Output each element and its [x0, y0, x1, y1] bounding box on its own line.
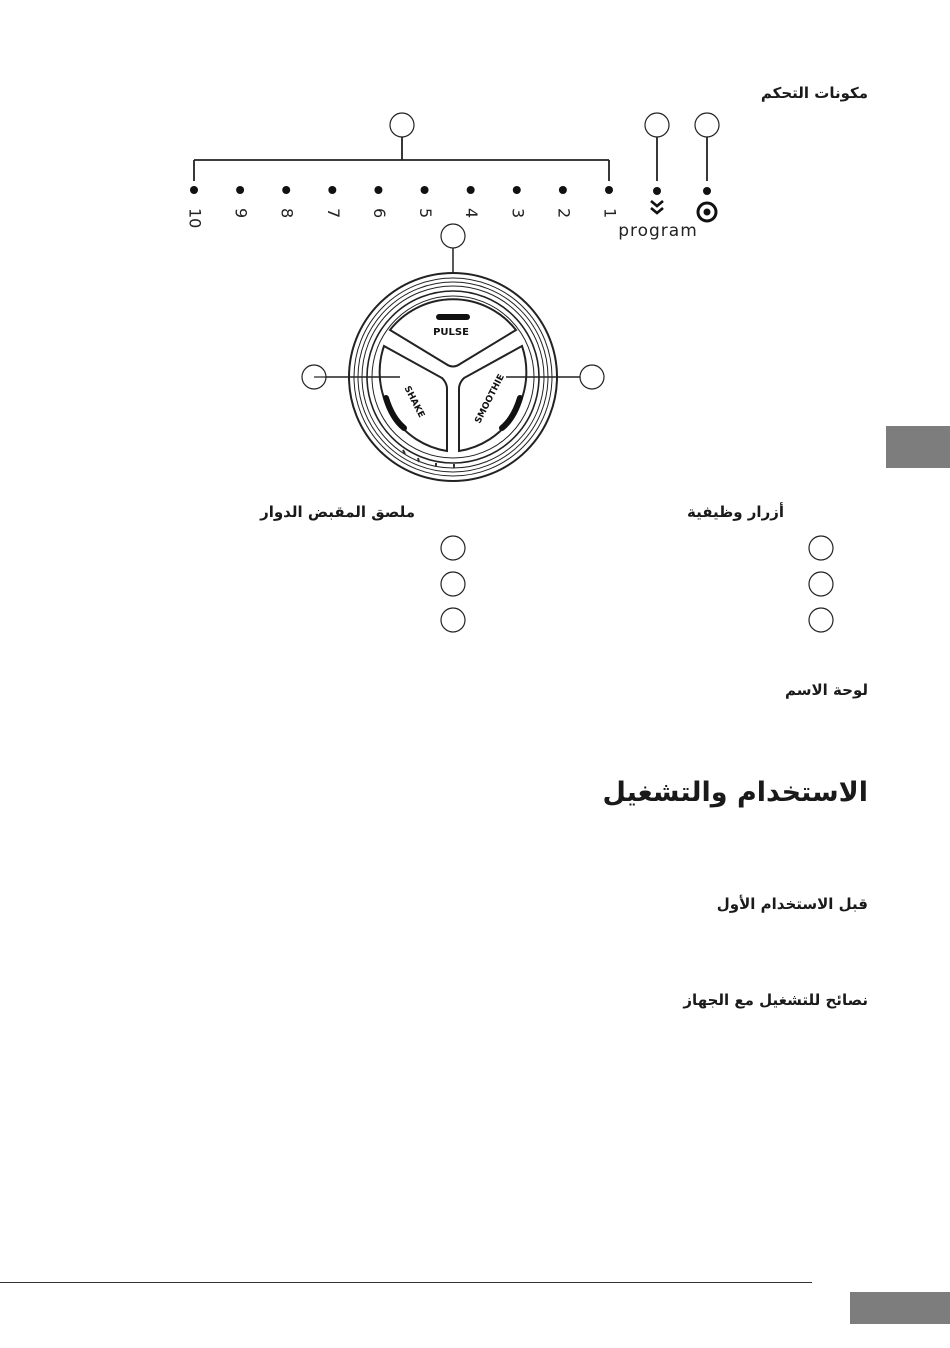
speed-level-dot [421, 186, 429, 194]
callout-circle [645, 113, 669, 137]
footer-page-tab [850, 1292, 950, 1324]
side-section-tab [886, 426, 950, 468]
callout-circle [441, 224, 465, 248]
callout-circle [809, 572, 833, 596]
use-and-operation-heading: الاستخدام والتشغيل [602, 777, 868, 808]
callout-circle [809, 608, 833, 632]
nameplate-heading: لوحة الاسم [785, 681, 868, 699]
speed-level-label: 3 [508, 208, 528, 219]
speed-level-dot [236, 186, 244, 194]
speed-level-dot [513, 186, 521, 194]
speed-level-dot [605, 186, 613, 194]
power-ring-icon[interactable] [698, 203, 716, 221]
speed-level-label: 1 [600, 208, 620, 219]
speed-level-dot [328, 186, 336, 194]
callout-circle [809, 536, 833, 560]
pulse-button-label[interactable]: PULSE [433, 327, 469, 338]
speed-level-dot [374, 186, 382, 194]
callout-circle [390, 113, 414, 137]
rotary-dial[interactable] [302, 224, 604, 481]
speed-level-label: 7 [323, 208, 343, 219]
speed-level-label: 8 [277, 208, 297, 219]
callout-circle [695, 113, 719, 137]
before-first-use-heading: قبل الاستخدام الأول [716, 895, 868, 913]
speed-level-label: 4 [462, 208, 482, 219]
speed-level-label: 5 [416, 208, 436, 219]
program-label: program [618, 221, 698, 241]
speed-level-label: 6 [369, 208, 389, 219]
callout-circle [441, 572, 465, 596]
speed-level-label: 10 [185, 208, 205, 229]
control-panel-diagram [0, 0, 950, 660]
footer-divider [0, 1282, 812, 1283]
speed-callout [194, 113, 609, 181]
speed-level-dot [467, 186, 475, 194]
speed-level-label: 9 [231, 208, 251, 219]
callout-circle [441, 608, 465, 632]
power-callout [695, 113, 719, 221]
speed-level-dot [190, 186, 198, 194]
double-chevron-down-icon[interactable] [651, 201, 663, 213]
speed-level-dot [282, 186, 290, 194]
callout-circle [580, 365, 604, 389]
program-callout [618, 113, 698, 241]
operating-tips-heading: نصائح للتشغيل مع الجهاز [683, 991, 868, 1009]
legend-callouts [441, 536, 833, 632]
shake-button-label[interactable]: SHAKE [401, 384, 426, 420]
speed-level-dot [559, 186, 567, 194]
smoothie-button-label[interactable]: SMOOTHIE [473, 372, 507, 426]
callout-circle [441, 536, 465, 560]
speed-level-indicators [186, 186, 620, 228]
controls-heading: مكونات التحكم [760, 84, 868, 102]
speed-level-label: 2 [554, 208, 574, 219]
rotary-knob-sticker-heading: ملصق المقبض الدوار [260, 503, 415, 521]
function-buttons-heading: أزرار وظيفية [686, 503, 784, 521]
